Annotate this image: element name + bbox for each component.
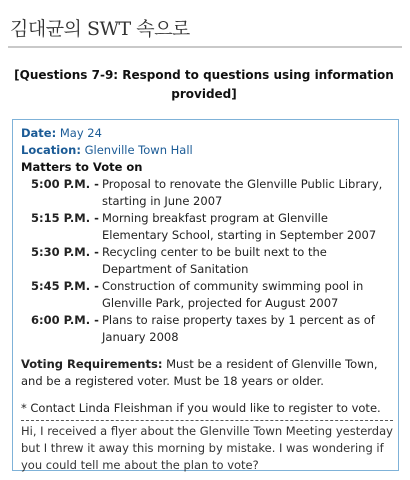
spacer (21, 346, 396, 356)
agenda-text: Recycling center to be built next to the Department of Sanitation (102, 245, 327, 276)
agenda-time: 5:00 P.M. - (31, 177, 99, 191)
agenda-item (31, 244, 396, 278)
agenda-time: 5:45 P.M. - (31, 279, 99, 293)
page-title: 김대균의 SWT 속으로 (10, 18, 190, 40)
caller-question: Hi, I received a flyer about the Glenville Town Meeting yesterday but I threw it away this morning by mistake. I was wondering if you could tell me about the plan to vote? (21, 424, 393, 472)
agenda-item (31, 278, 396, 312)
agenda-text: Proposal to renovate the Glenville Public Library, starting in June 2007 (102, 177, 383, 208)
date-value: May 24 (59, 126, 102, 140)
agenda-text: Plans to raise property taxes by 1 percent as of January 2008 (102, 313, 375, 344)
location-label: Location: (21, 143, 81, 157)
notice-content (21, 125, 396, 474)
agenda-text: Construction of community swimming pool in Glenville Park, projected for August 2007 (102, 279, 364, 310)
agenda-time: 5:15 P.M. - (31, 211, 99, 225)
question-instructions: [Questions 7-9: Respond to questions using information provided] (14, 68, 394, 101)
contact-note: * Contact Linda Fleishman if you would like to register to vote. (21, 401, 381, 415)
title-divider (8, 46, 402, 48)
notice-panel (12, 119, 399, 471)
agenda-time: 5:30 P.M. - (31, 245, 99, 259)
agenda-item (31, 312, 396, 346)
agenda-item (31, 176, 396, 210)
agenda-time: 6:00 P.M. - (31, 313, 99, 327)
agenda-text: Morning breakfast program at Glenville Elementary School, starting in September 2007 (102, 211, 377, 242)
requirements-text: Must be a resident of Glenville Town, and be a registered voter. Must be 18 years or older. (21, 357, 378, 388)
location-line (21, 142, 396, 159)
location-value: Glenville Town Hall (84, 143, 193, 157)
dashed-divider (21, 420, 393, 421)
date-label: Date: (21, 126, 57, 140)
voting-requirements (21, 356, 396, 390)
requirements-label: Voting Requirements: (21, 357, 163, 371)
matters-heading: Matters to Vote on (21, 160, 143, 174)
agenda-item (31, 210, 396, 244)
date-line (21, 125, 396, 142)
